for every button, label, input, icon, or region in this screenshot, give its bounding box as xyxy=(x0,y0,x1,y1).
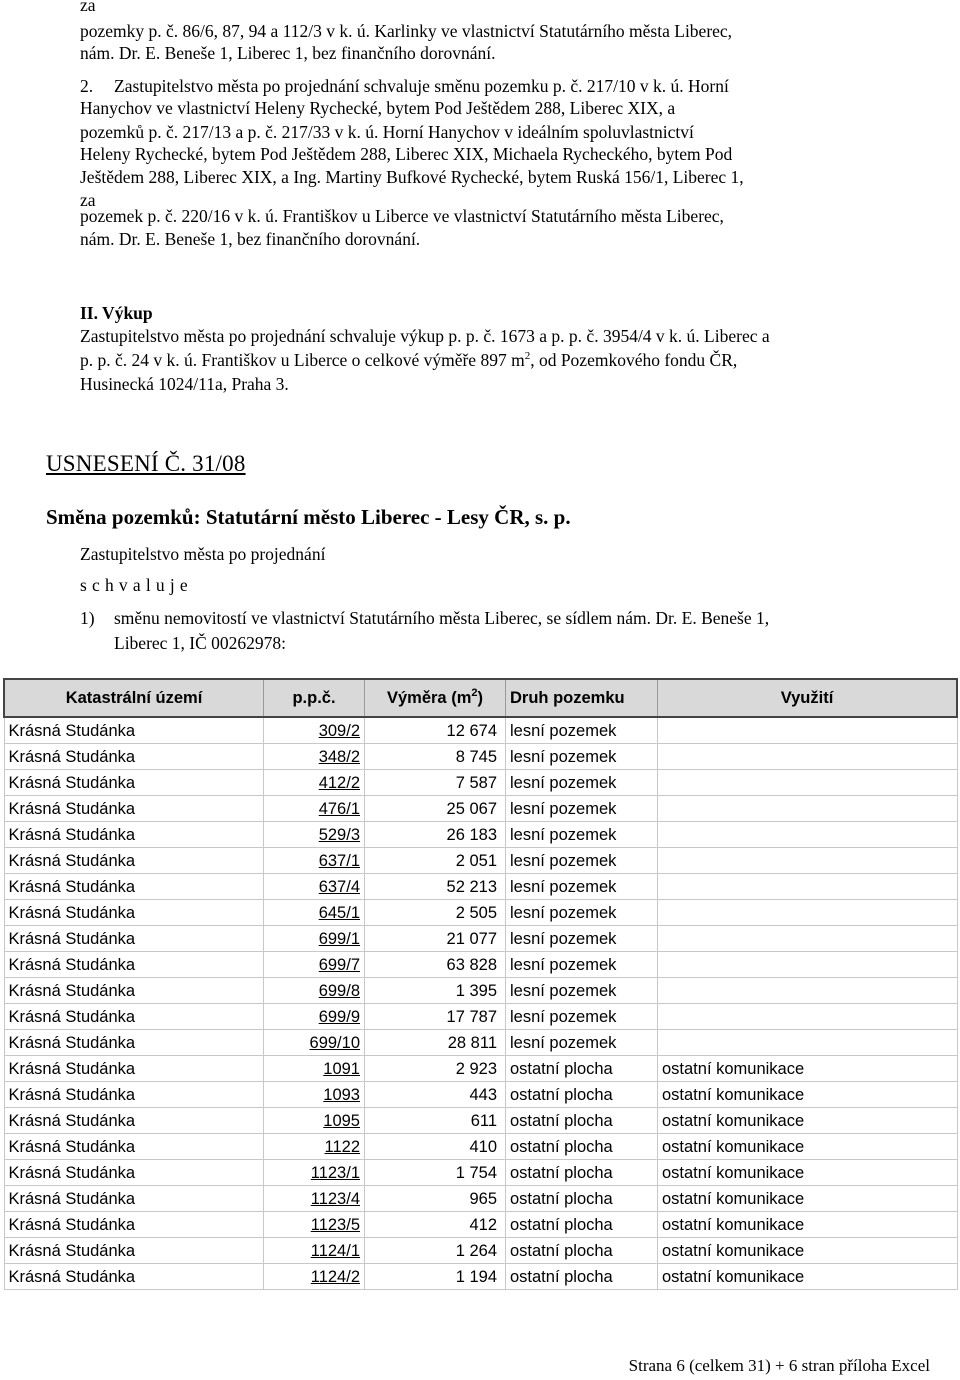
cell-ppc: 1122 xyxy=(264,1134,365,1160)
table-row xyxy=(4,1160,957,1186)
cell-ppc: 309/2 xyxy=(264,717,365,744)
parcel-table xyxy=(3,678,958,1290)
cell-vyuziti: ostatní komunikace xyxy=(658,1056,958,1082)
item2-line-4: Heleny Rychecké, bytem Pod Ještědem 288, Liberec XIX, Michaela Rycheckého, bytem Pod xyxy=(80,144,733,164)
header-vymera-sup: 2 xyxy=(471,686,478,699)
page-footer: Strana 6 (celkem 31) + 6 stran příloha Excel xyxy=(628,1356,930,1375)
cell-ppc: 699/1 xyxy=(264,926,365,952)
cell-ku: Krásná Studánka xyxy=(4,744,264,770)
cell-druh: ostatní plocha xyxy=(506,1186,658,1212)
cell-vymera: 1 194 xyxy=(365,1264,506,1290)
table-row xyxy=(4,926,957,952)
header-vyuziti: Využití xyxy=(658,679,958,717)
header-druh: Druh pozemku xyxy=(506,679,658,717)
table-body xyxy=(4,717,957,1290)
cell-vymera: 611 xyxy=(365,1108,506,1134)
section2-line-2-sup: 2 xyxy=(524,350,531,362)
cell-vyuziti xyxy=(658,1004,958,1030)
item2-line-7: pozemek p. č. 220/16 v k. ú. Františkov u Liberce ve vlastnictví Statutárního města Liberec, xyxy=(80,206,724,226)
cell-vyuziti xyxy=(658,952,958,978)
cell-druh: ostatní plocha xyxy=(506,1264,658,1290)
cell-druh: lesní pozemek xyxy=(506,770,658,796)
cell-ku: Krásná Studánka xyxy=(4,900,264,926)
table-header-row xyxy=(4,679,957,717)
item2-line-8: nám. Dr. E. Beneše 1, bez finančního dorovnání. xyxy=(80,229,421,249)
cell-ppc: 1095 xyxy=(264,1108,365,1134)
header-ku: Katastrální území xyxy=(4,679,264,717)
cell-vymera: 52 213 xyxy=(365,874,506,900)
section2-line-2-text: p. p. č. 24 v k. ú. Františkov u Liberce o celkové výměře 897 m xyxy=(80,350,525,370)
section2-line-3: Husinecká 1024/11a, Praha 3. xyxy=(80,374,289,394)
cell-vymera: 25 067 xyxy=(365,796,506,822)
point1-number: 1) xyxy=(80,608,95,628)
intro-line-2: pozemky p. č. 86/6, 87, 94 a 112/3 v k. ú. Karlinky ve vlastnictví Statutárního města Liberec, xyxy=(80,21,733,41)
cell-ku: Krásná Studánka xyxy=(4,1030,264,1056)
cell-vyuziti xyxy=(658,874,958,900)
cell-druh: ostatní plocha xyxy=(506,1056,658,1082)
cell-ku: Krásná Studánka xyxy=(4,1108,264,1134)
cell-vymera: 2 051 xyxy=(365,848,506,874)
cell-vyuziti: ostatní komunikace xyxy=(658,1264,958,1290)
cell-ppc: 699/10 xyxy=(264,1030,365,1056)
cell-ku: Krásná Studánka xyxy=(4,822,264,848)
table-row xyxy=(4,1238,957,1264)
cell-ppc: 412/2 xyxy=(264,770,365,796)
table-row xyxy=(4,717,957,744)
cell-vyuziti xyxy=(658,978,958,1004)
header-vymera xyxy=(365,679,506,717)
cell-vyuziti: ostatní komunikace xyxy=(658,1186,958,1212)
cell-vyuziti xyxy=(658,926,958,952)
header-vymera-post: ) xyxy=(477,688,483,707)
table-row xyxy=(4,1134,957,1160)
cell-druh: ostatní plocha xyxy=(506,1108,658,1134)
table-row xyxy=(4,848,957,874)
cell-ppc: 699/8 xyxy=(264,978,365,1004)
cell-vyuziti xyxy=(658,822,958,848)
resolution-verb: schvaluje xyxy=(80,575,193,595)
table-row xyxy=(4,1212,957,1238)
item2-line-3: pozemků p. č. 217/13 a p. č. 217/33 v k. ú. Horní Hanychov v ideálním spoluvlastnictví xyxy=(80,122,694,142)
cell-ku: Krásná Studánka xyxy=(4,978,264,1004)
cell-vyuziti xyxy=(658,796,958,822)
cell-ppc: 1123/5 xyxy=(264,1212,365,1238)
cell-vyuziti: ostatní komunikace xyxy=(658,1238,958,1264)
cell-ppc: 637/1 xyxy=(264,848,365,874)
item2-line-5: Ještědem 288, Liberec XIX, a Ing. Martiny Bufkové Rychecké, bytem Ruská 156/1, Liberec 1, xyxy=(80,167,744,187)
cell-druh: lesní pozemek xyxy=(506,848,658,874)
intro-line-3: nám. Dr. E. Beneše 1, Liberec 1, bez finančního dorovnání. xyxy=(80,43,496,63)
resolution-subheading: Směna pozemků: Statutární město Liberec - Lesy ČR, s. p. xyxy=(46,505,571,529)
cell-vyuziti xyxy=(658,770,958,796)
cell-vymera: 965 xyxy=(365,1186,506,1212)
header-vymera-text: Výměra (m xyxy=(386,688,472,707)
cell-druh: lesní pozemek xyxy=(506,978,658,1004)
table-row xyxy=(4,1186,957,1212)
cell-vymera: 7 587 xyxy=(365,770,506,796)
header-ppc: p.p.č. xyxy=(264,679,365,717)
cell-ku: Krásná Studánka xyxy=(4,1160,264,1186)
cell-druh: lesní pozemek xyxy=(506,926,658,952)
cell-ppc: 645/1 xyxy=(264,900,365,926)
intro-line-1: za xyxy=(80,0,96,15)
cell-vyuziti: ostatní komunikace xyxy=(658,1134,958,1160)
cell-vyuziti: ostatní komunikace xyxy=(658,1108,958,1134)
cell-ku: Krásná Studánka xyxy=(4,1212,264,1238)
cell-ppc: 476/1 xyxy=(264,796,365,822)
cell-vyuziti: ostatní komunikace xyxy=(658,1082,958,1108)
cell-druh: lesní pozemek xyxy=(506,822,658,848)
cell-vyuziti: ostatní komunikace xyxy=(658,1212,958,1238)
cell-ku: Krásná Studánka xyxy=(4,1082,264,1108)
cell-vyuziti xyxy=(658,717,958,744)
cell-vyuziti xyxy=(658,744,958,770)
resolution-intro: Zastupitelstvo města po projednání xyxy=(80,544,326,564)
cell-druh: lesní pozemek xyxy=(506,1030,658,1056)
cell-vymera: 12 674 xyxy=(365,717,506,744)
cell-ku: Krásná Studánka xyxy=(4,1238,264,1264)
table-row xyxy=(4,1004,957,1030)
cell-ppc: 1124/2 xyxy=(264,1264,365,1290)
cell-druh: lesní pozemek xyxy=(506,796,658,822)
cell-ppc: 1124/1 xyxy=(264,1238,365,1264)
cell-vymera: 28 811 xyxy=(365,1030,506,1056)
cell-vyuziti: ostatní komunikace xyxy=(658,1160,958,1186)
cell-vymera: 8 745 xyxy=(365,744,506,770)
cell-druh: ostatní plocha xyxy=(506,1160,658,1186)
cell-ku: Krásná Studánka xyxy=(4,1134,264,1160)
cell-ppc: 348/2 xyxy=(264,744,365,770)
cell-druh: lesní pozemek xyxy=(506,1004,658,1030)
cell-vymera: 1 395 xyxy=(365,978,506,1004)
cell-ku: Krásná Studánka xyxy=(4,952,264,978)
section2-line-2-post: , od Pozemkového fondu ČR, xyxy=(530,350,738,370)
cell-vymera: 21 077 xyxy=(365,926,506,952)
cell-druh: ostatní plocha xyxy=(506,1134,658,1160)
table-row xyxy=(4,1056,957,1082)
cell-vymera: 443 xyxy=(365,1082,506,1108)
cell-vymera: 1 754 xyxy=(365,1160,506,1186)
cell-vymera: 1 264 xyxy=(365,1238,506,1264)
cell-ppc: 637/4 xyxy=(264,874,365,900)
cell-ku: Krásná Studánka xyxy=(4,1264,264,1290)
cell-ppc: 529/3 xyxy=(264,822,365,848)
cell-ppc: 699/9 xyxy=(264,1004,365,1030)
point1-line-1: směnu nemovitostí ve vlastnictví Statutárního města Liberec, se sídlem nám. Dr. E. Beneše 1, xyxy=(114,608,770,628)
cell-vymera: 63 828 xyxy=(365,952,506,978)
cell-ppc: 1123/1 xyxy=(264,1160,365,1186)
section2-line-1: Zastupitelstvo města po projednání schvaluje výkup p. p. č. 1673 a p. p. č. 3954/4 v k. ú. Liberec a xyxy=(80,326,770,346)
cell-vyuziti xyxy=(658,848,958,874)
cell-vyuziti xyxy=(658,1030,958,1056)
item2-line-2: Hanychov ve vlastnictví Heleny Rychecké, bytem Pod Ještědem 288, Liberec XIX, a xyxy=(80,98,676,118)
point1-line-2: Liberec 1, IČ 00262978: xyxy=(114,633,287,653)
section2-title: II. Výkup xyxy=(80,303,153,323)
cell-vyuziti xyxy=(658,900,958,926)
cell-vymera: 26 183 xyxy=(365,822,506,848)
cell-druh: ostatní plocha xyxy=(506,1238,658,1264)
cell-vymera: 2 923 xyxy=(365,1056,506,1082)
resolution-heading: USNESENÍ Č. 31/08 xyxy=(46,451,246,476)
cell-ku: Krásná Studánka xyxy=(4,848,264,874)
table-row xyxy=(4,952,957,978)
cell-vymera: 17 787 xyxy=(365,1004,506,1030)
table-row xyxy=(4,1108,957,1134)
cell-ppc: 699/7 xyxy=(264,952,365,978)
cell-ppc: 1123/4 xyxy=(264,1186,365,1212)
cell-ku: Krásná Studánka xyxy=(4,1186,264,1212)
table-row xyxy=(4,874,957,900)
table-row xyxy=(4,900,957,926)
cell-druh: lesní pozemek xyxy=(506,900,658,926)
item2-line-6: za xyxy=(80,190,96,210)
table-row xyxy=(4,1030,957,1056)
table-row xyxy=(4,978,957,1004)
cell-ku: Krásná Studánka xyxy=(4,717,264,744)
cell-ku: Krásná Studánka xyxy=(4,1004,264,1030)
section2-line-2 xyxy=(80,349,737,371)
table-row xyxy=(4,1264,957,1290)
cell-ku: Krásná Studánka xyxy=(4,770,264,796)
cell-druh: ostatní plocha xyxy=(506,1212,658,1238)
cell-druh: lesní pozemek xyxy=(506,744,658,770)
cell-druh: lesní pozemek xyxy=(506,952,658,978)
cell-druh: lesní pozemek xyxy=(506,717,658,744)
cell-druh: lesní pozemek xyxy=(506,874,658,900)
cell-ku: Krásná Studánka xyxy=(4,1056,264,1082)
cell-vymera: 412 xyxy=(365,1212,506,1238)
item2-number: 2. xyxy=(80,76,94,96)
table-row xyxy=(4,744,957,770)
cell-ku: Krásná Studánka xyxy=(4,796,264,822)
cell-ppc: 1091 xyxy=(264,1056,365,1082)
cell-druh: ostatní plocha xyxy=(506,1082,658,1108)
table-row xyxy=(4,770,957,796)
table-row xyxy=(4,1082,957,1108)
cell-ppc: 1093 xyxy=(264,1082,365,1108)
cell-ku: Krásná Studánka xyxy=(4,926,264,952)
item2-line-1: Zastupitelstvo města po projednání schvaluje směnu pozemku p. č. 217/10 v k. ú. Horní xyxy=(114,76,729,96)
cell-ku: Krásná Studánka xyxy=(4,874,264,900)
cell-vymera: 2 505 xyxy=(365,900,506,926)
table-row xyxy=(4,796,957,822)
table-row xyxy=(4,822,957,848)
cell-vymera: 410 xyxy=(365,1134,506,1160)
